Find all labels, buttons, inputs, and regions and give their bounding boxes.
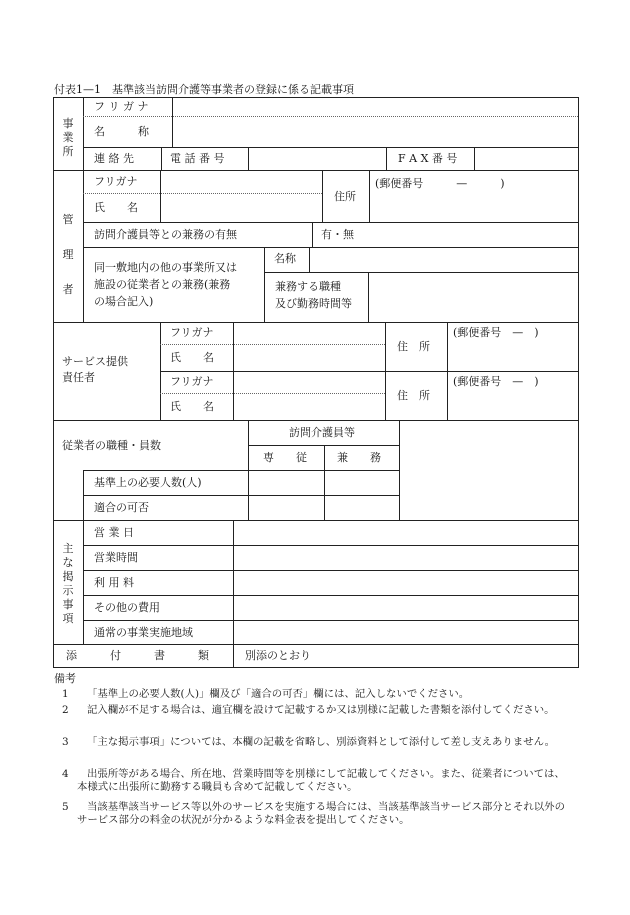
manager-other-name-label: 名称 [274,252,296,265]
service-2-postal-code: (郵便番号 — ) [453,375,539,388]
service-label-line1: サービス提供 [62,355,128,368]
manager-name-label: 氏 名 [94,201,138,214]
remark-number: 1 [62,688,69,700]
service-1-postal-code: (郵便番号 — ) [453,326,539,339]
remark-number: 2 [62,704,69,716]
staff-parttime-label: 兼 務 [337,451,381,464]
manager-other-line2: 施設の従業者との兼務(兼務 [94,278,231,291]
manager-furigana-label: フリガナ [94,175,138,188]
office-contact-label: 連 絡 先 [94,152,134,165]
manager-address-label: 住所 [334,190,356,203]
attachment-label: 添 付 書 類 [66,649,209,662]
remark-number: 5 [62,801,69,813]
office-phone-label: 電 話 番 号 [170,152,225,165]
manager-dual-role-label: 訪問介護員等との兼務の有無 [94,228,237,241]
form-title: 付表1—1 基準該当訪問介護等事業者の登録に係る記載事項 [54,83,354,96]
posting-item: その他の費用 [94,601,160,614]
staff-required-label: 基準上の必要人数(人) [94,476,202,489]
remark-number: 4 [62,768,69,780]
manager-other-line3: の場合記入) [94,295,154,308]
posting-item: 営業時間 [94,551,138,564]
staff-label: 従業者の職種・員数 [62,439,161,452]
service-2-furigana-label: フリガナ [170,375,214,388]
remark-number: 3 [62,736,69,748]
manager-section-label: 管理者 [62,213,74,296]
service-1-furigana-label: フリガナ [170,326,214,339]
remarks-title: 備考 [54,672,76,685]
staff-col-header: 訪問介護員等 [289,426,355,439]
posting-item: 通常の事業実施地域 [94,626,193,639]
attachment-value: 別添のとおり [245,649,311,662]
office-name-label: 名 称 [94,125,149,138]
staff-compliance-label: 適合の可否 [94,501,149,514]
manager-dual-role-value: 有・無 [321,228,354,241]
manager-postal-code: (郵便番号 — ) [375,177,505,190]
manager-other-line1: 同一敷地内の他の事業所又は [94,261,237,274]
service-1-name-label: 氏 名 [170,351,214,364]
staff-fulltime-label: 専 従 [263,451,307,464]
posting-item: 営 業 日 [94,526,134,539]
office-furigana-label: フ リ ガ ナ [94,100,149,113]
remark-text: 記入欄が不足する場合は、適宜欄を設けて記載するか又は別様に記載した書類を添付してください。 [87,704,555,716]
manager-duty-line2: 及び勤務時間等 [275,297,352,310]
posting-item: 利 用 料 [94,576,134,589]
office-fax-label: F A X 番 号 [398,152,458,165]
remark-text: 当該基準該当サービス等以外のサービスを実施する場合には、当該基準該当サービス部分とそれ以外のサービス部分の料金の状況が分かるような料金表を提出してください。 [77,801,565,826]
remark-text: 「主な掲示事項」については、本欄の記載を省略し、別添資料として添付して差し支えありません。 [87,736,555,748]
service-1-address-label: 住 所 [397,340,430,353]
postings-section-label: 主な掲示事項 [62,542,74,625]
service-label-line2: 責任者 [62,371,95,384]
service-2-address-label: 住 所 [397,389,430,402]
manager-duty-line1: 兼務する職種 [275,280,341,293]
remark-text: 出張所等がある場合、所在地、営業時間等を別様にして記載してください。また、従業者については、本様式に出張所に勤務する職員も含めて記載してください。 [77,768,565,793]
remark-text: 「基準上の必要人数(人)」欄及び「適合の可否」欄には、記入しないでください。 [87,688,470,700]
service-2-name-label: 氏 名 [170,400,214,413]
office-section-label: 事業所 [62,117,74,158]
